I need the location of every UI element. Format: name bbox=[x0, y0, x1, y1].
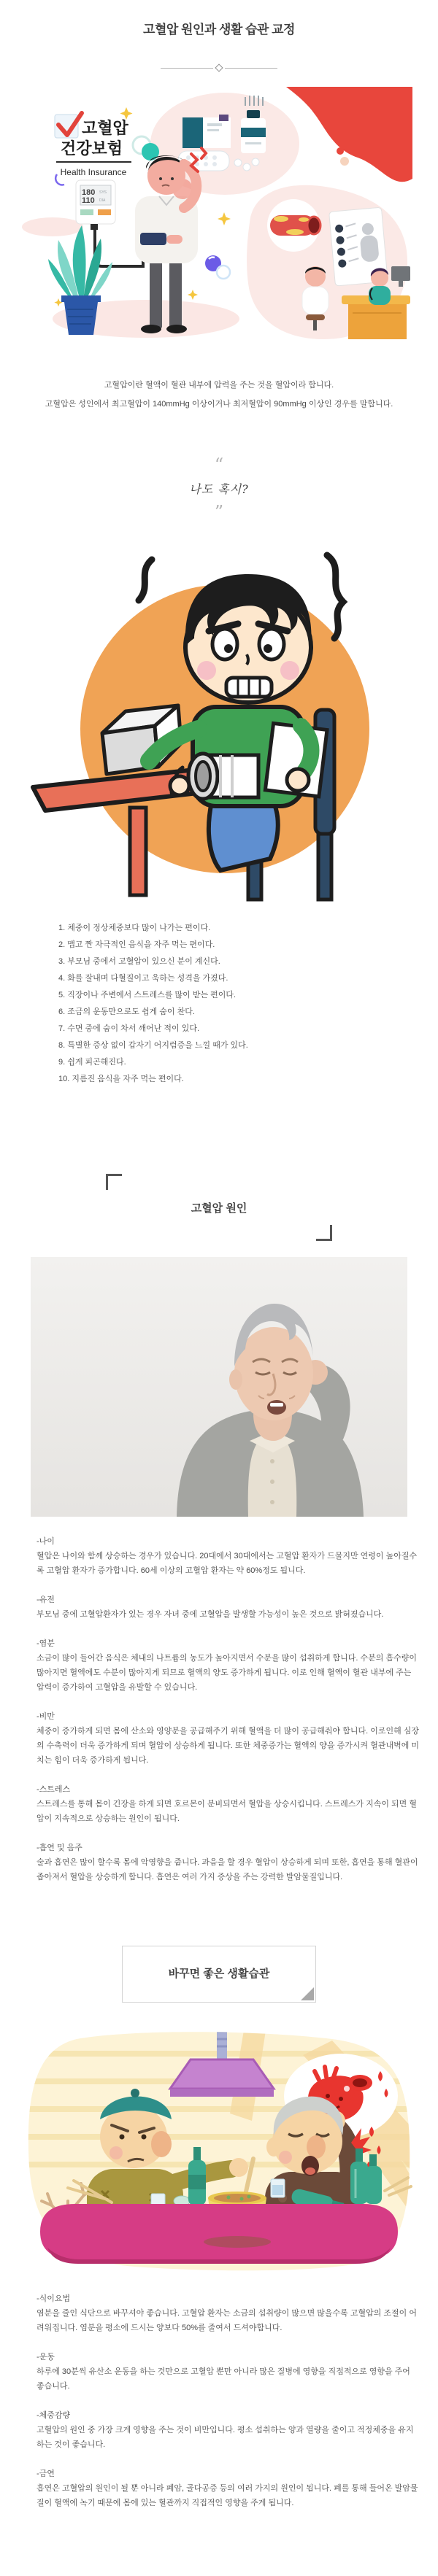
sparkle-icon bbox=[188, 290, 198, 300]
title-divider bbox=[161, 65, 277, 71]
jeans bbox=[209, 799, 278, 870]
hero-illustration bbox=[0, 87, 438, 346]
section-title: -염분 bbox=[36, 1639, 55, 1648]
monitor-dia-value: 110 bbox=[82, 196, 95, 205]
nose bbox=[151, 2131, 172, 2157]
habit-section-exercise bbox=[36, 2350, 419, 2394]
bp-cuff bbox=[140, 233, 166, 245]
self-check-illustration bbox=[0, 545, 438, 902]
hero-illustration-svg bbox=[0, 87, 438, 346]
causes-heading: 고혈압 원인 bbox=[191, 1202, 247, 1215]
section-title: -유전 bbox=[36, 1596, 55, 1604]
hand bbox=[170, 776, 189, 795]
senior-man-photo-svg bbox=[31, 1257, 407, 1517]
section-title: -나이 bbox=[36, 1537, 55, 1546]
cause-section-smoking-drinking bbox=[36, 1841, 419, 1884]
section-body: 소금이 많이 들어간 음식은 체내의 나트륨의 농도가 높아지면서 수분을 많이 섭취하게 합니다. 수분의 흡수량이 많아지면 혈액에도 수분이 많아지게 되므로 혈액의 양도 증가하게 됩니다. 이로 인해 혈액이 혈관 내부에 주는 압력이 증가하여 고혈압을 유발할 수 있습니다. bbox=[36, 1654, 417, 1692]
checklist-item: 1. 체중이 정상체중보다 많이 나가는 편이다. bbox=[58, 924, 211, 932]
cause-section-salt bbox=[36, 1636, 419, 1695]
senior-man-photo bbox=[0, 1257, 438, 1517]
causes-sections bbox=[0, 1534, 438, 1884]
open-mouth bbox=[267, 1400, 286, 1415]
section-body: 고혈압의 원인 중 가장 크게 영향을 주는 것이 비만입니다. 평소 섭취하는 양과 열량을 줄이고 적정체중을 유지하는 것이 좋습니다. bbox=[36, 2426, 414, 2449]
page-title: 고혈압 원인과 생활 습관 교정 bbox=[143, 23, 295, 36]
causes-heading-block bbox=[106, 1174, 332, 1241]
checklist-item: 9. 쉽게 피곤해진다. bbox=[58, 1058, 126, 1067]
section-body: 염분을 줄인 식단으로 바꾸셔야 좋습니다. 고혈압 환자는 소금의 섭취량이 많으면 많을수록 고혈압의 조절이 어려워집니다. 염분을 평소에 드시는 양보다 50%를 줄여서 드셔야합니다. bbox=[36, 2309, 417, 2332]
habit-section-no-smoking bbox=[36, 2467, 419, 2510]
table-top bbox=[40, 2204, 398, 2259]
section-body: 하루에 30분씩 유산소 운동을 하는 것만으로 고혈압 뿐만 아니라 많은 질병에 영향을 직접적으로 영향을 주어 좋습니다. bbox=[36, 2367, 410, 2391]
checklist-item: 10. 지름진 음식을 자주 먹는 편이다. bbox=[58, 1075, 184, 1083]
divider-line-left bbox=[161, 68, 213, 69]
sparkle-icon bbox=[218, 212, 231, 225]
cause-section-stress bbox=[36, 1782, 419, 1826]
monitor-sys-value: 180 bbox=[82, 188, 96, 197]
habits-heading: 바꾸면 좋은 생활습관 bbox=[168, 1968, 270, 1980]
intro-line-1: 고혈압이란 혈액이 혈관 내부에 압력을 주는 것을 혈압이라 합니다. bbox=[104, 381, 334, 390]
section-body: 스트레스를 통해 몸이 긴장을 하게 되면 호르몬이 분비되면서 혈압을 상승시킵니다. 스트레스가 지속이 되면 혈압이 지속적으로 상승하는 원인이 됩니다. bbox=[36, 1800, 417, 1823]
section-title: -운동 bbox=[36, 2353, 55, 2362]
bp-cuff-device bbox=[188, 754, 258, 799]
section-body: 체중이 증가하게 되면 몸에 산소와 영양분을 공급해주기 위해 혈액을 더 많이 공급해줘야 합니다. 이로인해 심장의 수축력이 더욱 증가하게 되며 혈압이 상승하게 됩니다. 또한 체중증가는 혈액의 양을 증가시켜 혈관내벽에 미치는 힘이 더욱 증가하게 됩니다. bbox=[36, 1727, 420, 1765]
section-title: -스트레스 bbox=[36, 1785, 71, 1794]
section-body: 혈압은 나이와 함께 상승하는 경우가 있습니다. 20대에서 30대에서는 고혈압 환자가 드물지만 연령이 높아질수록 고혈압 환자가 증가합니다. 60세 이상의 고혈압 환자는 약 60%정도 됩니다. bbox=[36, 1552, 418, 1575]
logo-subtext: Health Insurance bbox=[60, 167, 127, 177]
bracket-top-left-icon bbox=[106, 1174, 122, 1190]
checklist-item: 4. 화를 잘내며 다혈질이고 욱하는 성격을 가졌다. bbox=[58, 974, 228, 983]
logo-text-line2: 건강보험 bbox=[61, 139, 123, 158]
drinking-illustration bbox=[0, 2026, 438, 2274]
sparkle-icon bbox=[120, 107, 133, 120]
habit-section-diet bbox=[36, 2291, 419, 2335]
section-body: 술과 흡연은 많이 할수록 몸에 악영향을 줍니다. 과음을 할 경우 혈압이 상승하게 되며 또한, 흡연을 통해 혈관이 좁아져서 혈압을 상승하게 합니다. 흡연은 여러 가지 증상을 주는 강력한 발암물질입니다. bbox=[36, 1858, 418, 1881]
section-title: -비만 bbox=[36, 1712, 55, 1721]
quote-block bbox=[0, 455, 438, 522]
quote-open-icon: “ bbox=[214, 455, 224, 475]
section-title: -체중감량 bbox=[36, 2411, 71, 2420]
checklist-item: 6. 조금의 운동만으로도 쉽게 숨이 찬다. bbox=[58, 1007, 195, 1016]
drinking-illustration-svg bbox=[26, 2026, 412, 2274]
section-title: -흡연 및 음주 bbox=[36, 1844, 82, 1852]
self-checklist bbox=[58, 920, 438, 1088]
monitor-dia-label: DIA bbox=[99, 198, 106, 203]
quote-text: 나도 혹시? bbox=[189, 482, 249, 496]
monitor-sys-label: SYS bbox=[99, 190, 107, 195]
cause-section-obesity bbox=[36, 1709, 419, 1768]
habits-heading-box bbox=[122, 1946, 316, 2003]
checklist-item: 5. 직장이나 주변에서 스트레스를 많이 받는 편이다. bbox=[58, 991, 237, 999]
checklist-item: 3. 부모님 중에서 고혈압이 있으신 분이 계신다. bbox=[58, 957, 220, 966]
bp-monitor-device bbox=[76, 180, 115, 230]
fold-corner-icon bbox=[301, 1987, 314, 2000]
cause-section-genetics bbox=[36, 1593, 419, 1622]
red-ribbon-shape bbox=[286, 87, 412, 182]
sparkle-icon bbox=[54, 298, 62, 306]
habit-section-weight-loss bbox=[36, 2408, 419, 2452]
quote-close-icon: ” bbox=[214, 502, 224, 522]
divider-diamond-icon bbox=[215, 63, 223, 71]
hypertension-logo bbox=[55, 107, 133, 177]
bracket-bottom-right-icon bbox=[316, 1225, 332, 1241]
clinic-blob bbox=[247, 185, 410, 339]
intro-line-2: 고혈압은 성인에서 최고혈압이 140mmHg 이상이거나 최저혈압이 90mmHg 이상인 경우를 말합니다. bbox=[45, 400, 393, 409]
divider-line-right bbox=[225, 68, 277, 69]
habits-sections bbox=[0, 2291, 438, 2510]
logo-text-line1: 고혈압 bbox=[82, 119, 128, 137]
checklist-item: 7. 수면 중에 숨이 차서 깨어난 적이 있다. bbox=[58, 1024, 200, 1033]
section-body: 부모님 중에 고혈압환자가 있는 경우 자녀 중에 고혈압을 발생할 가능성이 높은 것으로 밝혀졌습니다. bbox=[36, 1610, 384, 1619]
medicine-box-icon bbox=[182, 115, 231, 148]
section-body: 흡연은 고혈압의 원인이 될 뿐 아니라 폐암, 골다공증 등의 여러 가지의 원인이 됩니다. 폐를 통해 들어온 발암물질이 혈액에 녹기 때문에 몸에 있는 혈관까지 직접적인 영향을 주게 됩니다. bbox=[36, 2484, 418, 2507]
checklist-item: 2. 맵고 짠 자극적인 음식을 자주 먹는 편이다. bbox=[58, 940, 215, 949]
section-title: -식이요법 bbox=[36, 2294, 71, 2303]
intro-paragraphs bbox=[0, 379, 438, 410]
section-title: -금연 bbox=[36, 2469, 55, 2478]
self-check-illustration-svg bbox=[29, 545, 409, 902]
cause-section-age bbox=[36, 1534, 419, 1578]
checklist-item: 8. 특별한 증상 없이 갑자기 어지럼증을 느낄 때가 있다. bbox=[58, 1041, 248, 1050]
